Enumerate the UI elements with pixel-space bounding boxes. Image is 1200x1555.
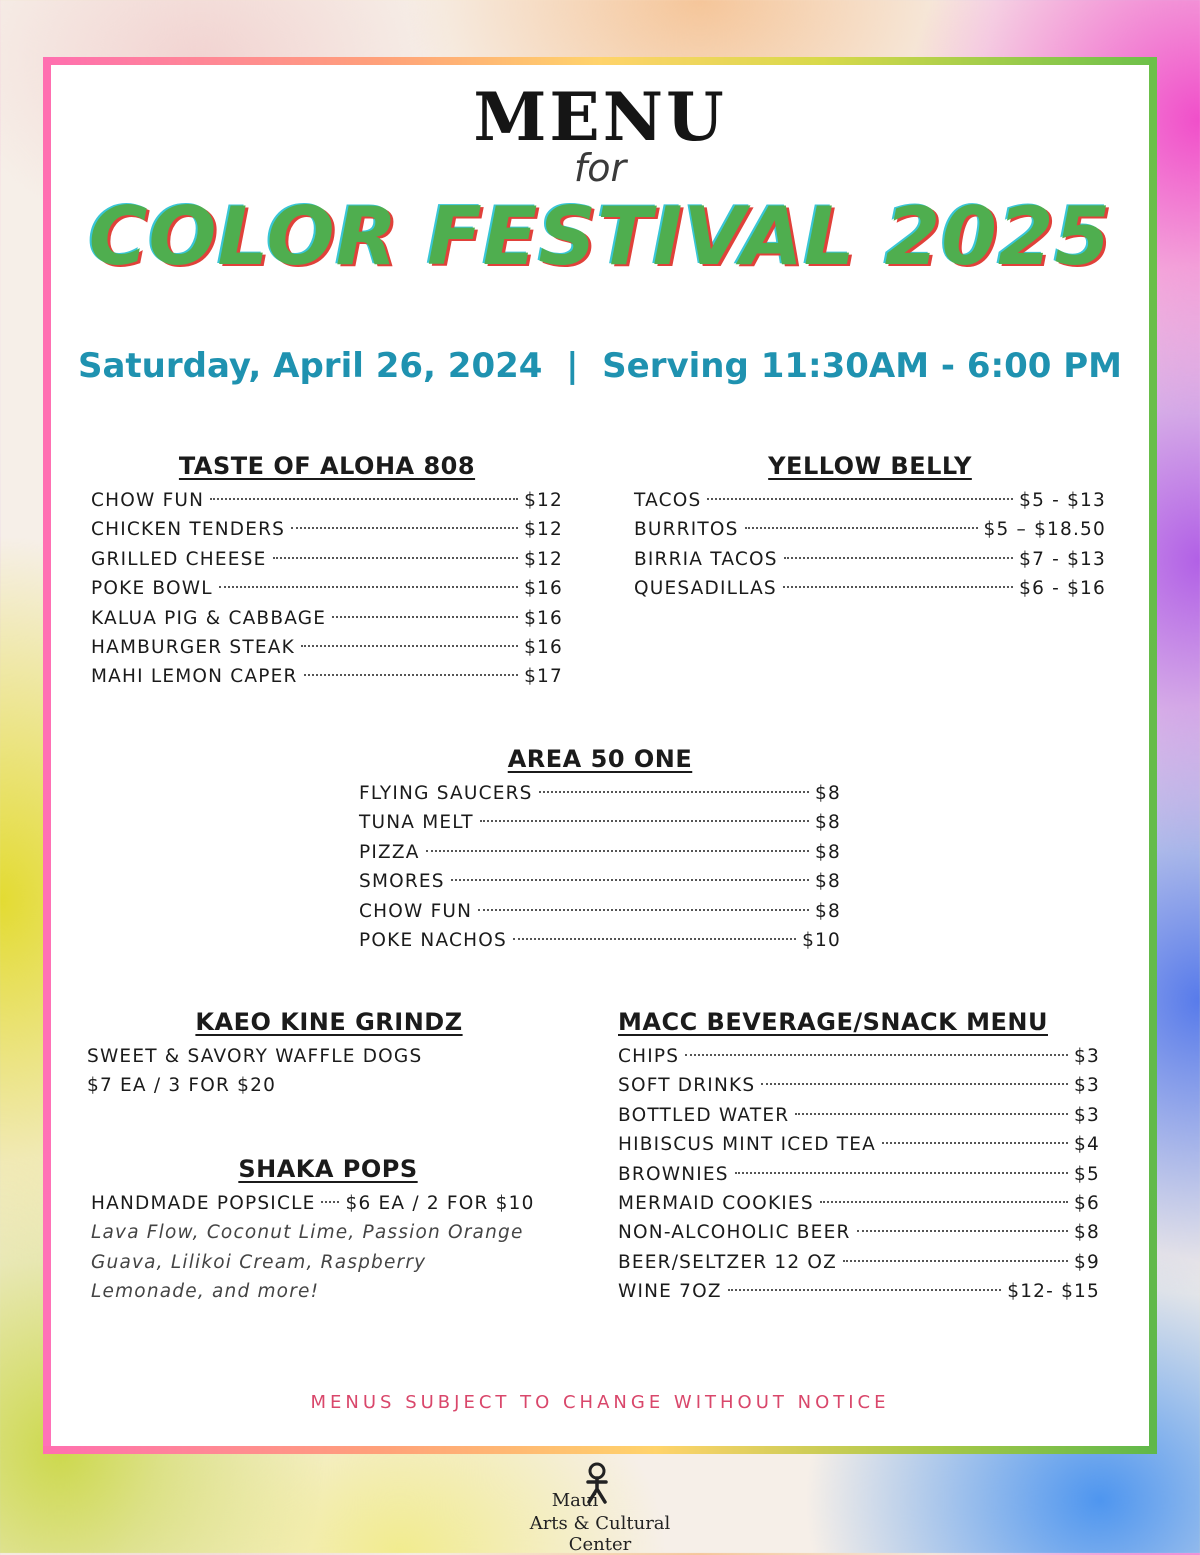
item-price: $5 - $13 <box>1019 490 1106 511</box>
item-name: MERMAID COOKIES <box>618 1192 814 1214</box>
dot-leader <box>685 1053 1068 1056</box>
item-name: POKE NACHOS <box>359 929 507 951</box>
kaeo-item-price: $7 EA / 3 FOR $20 <box>87 1075 277 1097</box>
item-name: MAHI LEMON CAPER <box>91 666 298 688</box>
item-name: BOTTLED WATER <box>618 1104 790 1126</box>
menu-item <box>359 808 841 837</box>
item-price: $8 <box>815 841 841 863</box>
item-price: $3 <box>1074 1075 1100 1097</box>
item-name: TACOS <box>634 490 702 511</box>
flavor-line: Lava Flow, Coconut Lime, Passion Orange <box>91 1222 524 1244</box>
dot-leader <box>539 790 809 793</box>
dot-leader <box>784 556 1013 559</box>
dot-leader <box>301 644 518 647</box>
item-price: $6 - $16 <box>1019 578 1106 600</box>
item-price: $12 <box>524 490 563 511</box>
menu-item <box>618 1218 1100 1247</box>
dot-leader <box>219 585 518 588</box>
dot-leader <box>210 497 518 500</box>
item-name: NON-ALCOHOLIC BEER <box>618 1222 851 1244</box>
item-name: POKE BOWL <box>91 578 213 600</box>
dot-leader <box>735 1171 1068 1174</box>
menu-item <box>634 515 1106 544</box>
dot-leader <box>882 1141 1068 1144</box>
item-name: HIBISCUS MINT ICED TEA <box>618 1134 877 1156</box>
item-name: GRILLED CHEESE <box>91 548 267 570</box>
menu-item <box>359 838 841 867</box>
kaeo-item-name: SWEET & SAVORY WAFFLE DOGS <box>87 1046 423 1067</box>
item-price: $12 <box>524 519 563 541</box>
menu-list <box>634 486 1106 604</box>
item-price: $16 <box>524 578 563 600</box>
item-price: $8 <box>815 783 841 804</box>
dot-leader <box>304 673 519 676</box>
menu-item <box>91 1189 565 1218</box>
dot-leader <box>321 1200 339 1203</box>
dot-leader <box>513 937 796 940</box>
dot-leader <box>707 497 1013 500</box>
menu-item <box>618 1248 1100 1277</box>
item-name: WINE 7OZ <box>618 1281 722 1303</box>
section-area-50-one <box>359 745 841 955</box>
menu-item <box>359 897 841 926</box>
item-price: $6 <box>1074 1192 1100 1214</box>
menu-item <box>91 633 563 662</box>
section-title: AREA 50 ONE <box>507 745 693 773</box>
item-price: $8 <box>815 900 841 922</box>
menu-item <box>359 926 841 955</box>
item-name: CHIPS <box>618 1046 680 1067</box>
dot-leader <box>745 526 978 529</box>
menu-item <box>359 779 841 808</box>
dot-leader <box>332 615 518 618</box>
macc-logo <box>500 1462 700 1555</box>
item-price: $8 <box>815 871 841 893</box>
festival-title: COLOR FESTIVAL 2025 <box>88 190 1112 283</box>
item-price: $10 <box>802 929 841 951</box>
item-price: $8 <box>815 812 841 834</box>
item-price: $3 <box>1074 1104 1100 1126</box>
dot-leader <box>795 1112 1068 1115</box>
menu-item <box>634 486 1106 515</box>
menu-item <box>91 515 563 544</box>
date-serving-line: Saturday, April 26, 2024 | Serving 11:30AM - 6:00 PM <box>77 346 1123 386</box>
flavor-line: Guava, Lilikoi Cream, Raspberry <box>91 1251 427 1273</box>
item-price: $6 EA / 2 FOR $10 <box>345 1193 535 1214</box>
item-name: BIRRIA TACOS <box>634 548 778 570</box>
item-price: $12- $15 <box>1007 1281 1100 1303</box>
dot-leader <box>820 1200 1068 1203</box>
menu-item <box>618 1101 1100 1130</box>
section-title: SHAKA POPS <box>238 1155 418 1183</box>
menu-item <box>618 1071 1100 1100</box>
item-name: CHICKEN TENDERS <box>91 519 286 541</box>
section-taste-of-aloha <box>91 452 563 692</box>
logo-arts-cultural-center: Arts & Cultural Center <box>529 1513 671 1555</box>
item-name: HANDMADE POPSICLE <box>91 1193 316 1214</box>
item-price: $16 <box>524 636 563 658</box>
dot-leader <box>478 908 809 911</box>
section-title: MACC BEVERAGE/SNACK MENU <box>618 1008 1048 1036</box>
dot-leader <box>728 1288 1001 1291</box>
menu-item <box>634 545 1106 574</box>
item-price: $4 <box>1074 1134 1100 1156</box>
menu-item <box>634 574 1106 603</box>
item-name: SOFT DRINKS <box>618 1075 756 1097</box>
menu-item <box>91 662 563 691</box>
menu-item <box>91 574 563 603</box>
item-name: KALUA PIG & CABBAGE <box>91 607 327 629</box>
item-name: CHOW FUN <box>91 490 205 511</box>
dot-leader <box>480 819 809 822</box>
item-name: FLYING SAUCERS <box>359 783 533 804</box>
menu-item <box>618 1130 1100 1159</box>
menu-item <box>618 1189 1100 1218</box>
dot-leader <box>291 526 518 529</box>
item-price: $5 – $18.50 <box>983 519 1106 541</box>
item-name: BEER/SELTZER 12 OZ <box>618 1251 838 1273</box>
dot-leader <box>273 556 519 559</box>
item-name: BROWNIES <box>618 1163 729 1185</box>
menu-title: MENU <box>473 78 727 156</box>
section-title: YELLOW BELLY <box>768 452 972 480</box>
dot-leader <box>761 1082 1068 1085</box>
section-title: KAEO KINE GRINDZ <box>195 1008 463 1036</box>
dot-leader <box>426 849 809 852</box>
logo-maui: Maui <box>551 1490 599 1511</box>
menu-item <box>618 1160 1100 1189</box>
section-shaka-pops <box>91 1155 565 1307</box>
section-title: TASTE OF ALOHA 808 <box>178 452 476 480</box>
item-name: PIZZA <box>359 841 420 863</box>
menu-item <box>359 867 841 896</box>
item-name: QUESADILLAS <box>634 578 777 600</box>
item-price: $8 <box>1074 1222 1100 1244</box>
menu-item <box>91 545 563 574</box>
menu-for-text: for <box>573 146 627 190</box>
dot-leader <box>451 878 809 881</box>
menu-item <box>618 1277 1100 1306</box>
item-price: $5 <box>1074 1163 1100 1185</box>
item-name: BURRITOS <box>634 519 739 541</box>
dot-leader <box>783 585 1013 588</box>
item-name: TUNA MELT <box>359 812 474 834</box>
item-price: $7 - $13 <box>1019 548 1106 570</box>
item-name: CHOW FUN <box>359 900 473 922</box>
item-name: HAMBURGER STEAK <box>91 636 295 658</box>
section-kaeo-kine-grindz <box>87 1008 571 1101</box>
item-price: $16 <box>524 607 563 629</box>
menu-list <box>359 779 841 955</box>
frame-bottom-border <box>43 1446 1157 1454</box>
item-price: $9 <box>1074 1251 1100 1273</box>
dot-leader <box>843 1259 1068 1262</box>
item-price: $12 <box>524 548 563 570</box>
item-name: SMORES <box>359 871 445 893</box>
menu-item <box>91 604 563 633</box>
menu-item <box>618 1042 1100 1071</box>
menu-list <box>91 486 563 692</box>
menu-list <box>618 1042 1100 1307</box>
section-macc-beverage-snack <box>618 1008 1100 1307</box>
flavor-line: Lemonade, and more! <box>91 1281 320 1303</box>
change-notice: MENUS SUBJECT TO CHANGE WITHOUT NOTICE <box>310 1392 890 1413</box>
item-price: $3 <box>1074 1046 1100 1067</box>
item-price: $17 <box>524 666 563 688</box>
menu-item <box>91 486 563 515</box>
section-yellow-belly <box>634 452 1106 604</box>
dot-leader <box>857 1229 1069 1232</box>
